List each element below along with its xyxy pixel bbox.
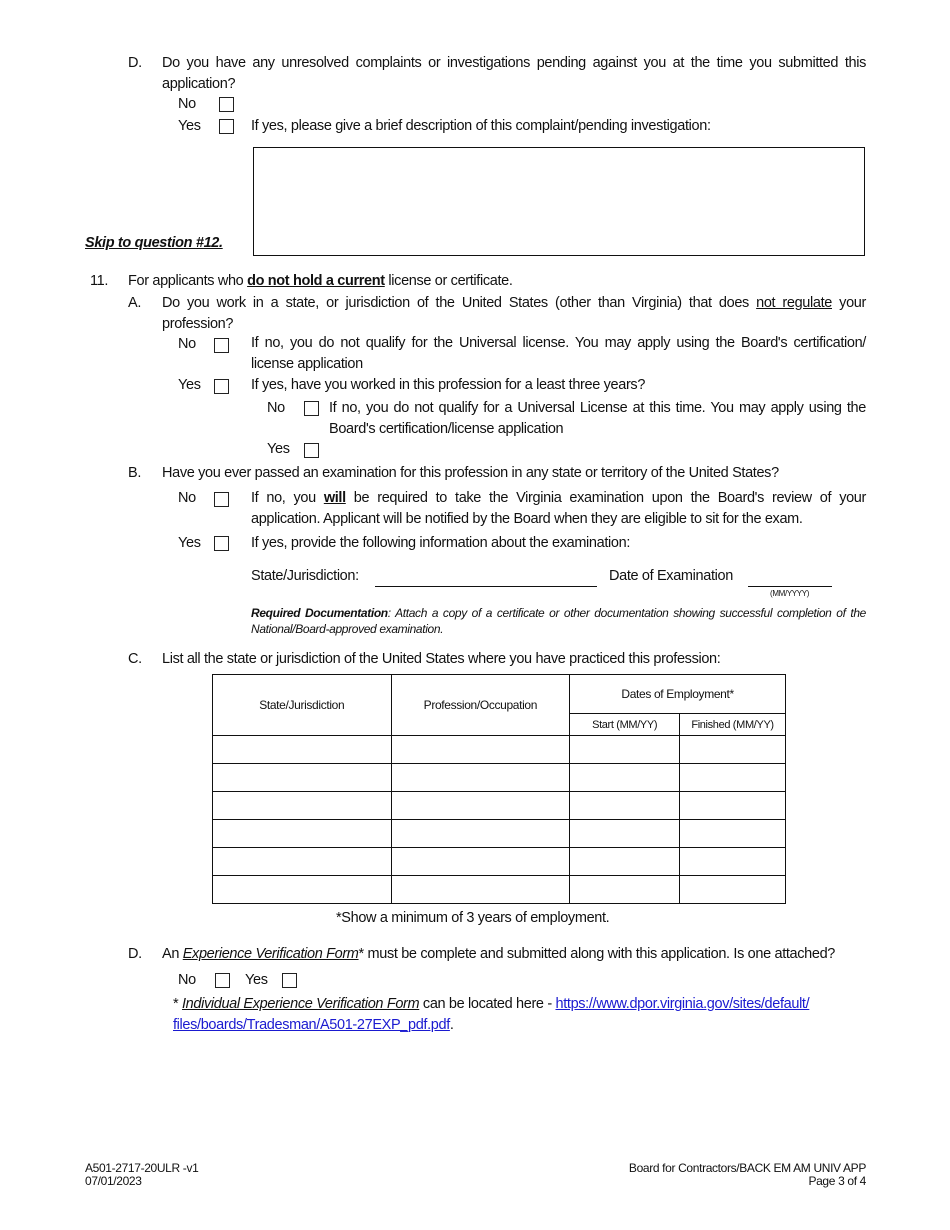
q11b-question: Have you ever passed an examination for this profession in any state or territory of the United States? bbox=[162, 465, 779, 481]
q11b-no-text: If no, you will be required to take the Virginia examination upon the Board's review of your application. Applicant will be notified by the Board when they are eligible to sit for the exam. bbox=[251, 490, 866, 527]
cell-state[interactable] bbox=[213, 764, 392, 792]
state-jurisdiction-label: State/Jurisdiction: bbox=[251, 568, 359, 584]
table-row bbox=[213, 848, 786, 876]
required-documentation: Required Documentation: Attach a copy of a certificate or other documentation showing successful completion of the National/Board-approved examination. bbox=[251, 606, 866, 636]
q11d-letter: D. bbox=[128, 946, 142, 962]
cell-finished[interactable] bbox=[680, 876, 786, 904]
q11d-question: An Experience Verification Form* must be complete and submitted along with this application. Is one attached? bbox=[162, 946, 836, 962]
exam-date-label: Date of Examination bbox=[609, 568, 733, 584]
cell-profession[interactable] bbox=[391, 876, 570, 904]
form-id: A501-2717-20ULR -v1 bbox=[85, 1161, 199, 1175]
cell-finished[interactable] bbox=[680, 820, 786, 848]
q11a-no-label: No bbox=[178, 336, 196, 352]
table-row bbox=[213, 876, 786, 904]
q10d-yes-checkbox[interactable] bbox=[219, 119, 234, 134]
cell-profession[interactable] bbox=[391, 736, 570, 764]
exam-date-hint: (MM/YYYY) bbox=[770, 589, 810, 598]
q10d-yes-label: Yes bbox=[178, 118, 201, 134]
q11d-yes-checkbox[interactable] bbox=[282, 973, 297, 988]
q11c-question: List all the state or jurisdiction of the United States where you have practiced this profession: bbox=[162, 651, 721, 667]
cell-profession[interactable] bbox=[391, 764, 570, 792]
table-row bbox=[213, 764, 786, 792]
q11a-sub-no-checkbox[interactable] bbox=[304, 401, 319, 416]
q11-intro: For applicants who do not hold a current license or certificate. bbox=[128, 273, 513, 289]
q11b-yes-label: Yes bbox=[178, 535, 201, 551]
q11a-no-checkbox[interactable] bbox=[214, 338, 229, 353]
table-row bbox=[213, 820, 786, 848]
employment-table bbox=[212, 674, 786, 904]
q10d-no-label: No bbox=[178, 96, 196, 112]
cell-start[interactable] bbox=[570, 876, 680, 904]
cell-finished[interactable] bbox=[680, 764, 786, 792]
header-start: Start (MM/YY) bbox=[570, 714, 680, 736]
cell-start[interactable] bbox=[570, 820, 680, 848]
q11a-sub-no-text: If no, you do not qualify for a Universal License at this time. You may apply using the Board's certification/license application bbox=[329, 400, 866, 437]
q11b-yes-text: If yes, provide the following information about the examination: bbox=[251, 535, 630, 551]
q10d-yes-prompt: If yes, please give a brief description of this complaint/pending investigation: bbox=[251, 118, 711, 134]
cell-profession[interactable] bbox=[391, 820, 570, 848]
q11b-no-checkbox[interactable] bbox=[214, 492, 229, 507]
q11b-letter: B. bbox=[128, 465, 141, 481]
q10d-no-checkbox[interactable] bbox=[219, 97, 234, 112]
cell-start[interactable] bbox=[570, 764, 680, 792]
q11d-yes-label: Yes bbox=[245, 972, 268, 988]
cell-finished[interactable] bbox=[680, 792, 786, 820]
header-finished: Finished (MM/YY) bbox=[680, 714, 786, 736]
cell-profession[interactable] bbox=[391, 848, 570, 876]
q11d-no-checkbox[interactable] bbox=[215, 973, 230, 988]
page-number: Page 3 of 4 bbox=[808, 1174, 866, 1188]
board-name: Board for Contractors/BACK EM AM UNIV APP bbox=[628, 1161, 866, 1175]
q11a-yes-text: If yes, have you worked in this profession for a least three years? bbox=[251, 377, 646, 393]
cell-state[interactable] bbox=[213, 820, 392, 848]
q11a-sub-no-label: No bbox=[267, 400, 285, 416]
cell-start[interactable] bbox=[570, 848, 680, 876]
verification-form-note: * Individual Experience Verification Form can be located here - https://www.dpor.virginia.gov/sites/default/ files/boards/Tradesman/A501-27EXP_pdf.pdf. bbox=[173, 996, 810, 1033]
q11a-yes-label: Yes bbox=[178, 377, 201, 393]
q11a-sub-yes-label: Yes bbox=[267, 441, 290, 457]
form-date: 07/01/2023 bbox=[85, 1174, 142, 1188]
q11a-yes-checkbox[interactable] bbox=[214, 379, 229, 394]
footer-right bbox=[629, 1162, 866, 1188]
table-row bbox=[213, 736, 786, 764]
complaint-description-textarea[interactable] bbox=[253, 147, 865, 256]
q11c-letter: C. bbox=[128, 651, 142, 667]
footer-left bbox=[85, 1162, 198, 1188]
cell-state[interactable] bbox=[213, 792, 392, 820]
q11b-no-label: No bbox=[178, 490, 196, 506]
employment-note: *Show a minimum of 3 years of employment. bbox=[336, 910, 610, 926]
q11a-question: Do you work in a state, or jurisdiction of the United States (other than Virginia) that does not regulate your profession? bbox=[162, 295, 866, 332]
cell-profession[interactable] bbox=[391, 792, 570, 820]
q10d-question: Do you have any unresolved complaints or investigations pending against you at the time you submitted this application? bbox=[162, 55, 866, 92]
q10d-letter: D. bbox=[128, 55, 142, 71]
verification-form-link[interactable]: https://www.dpor.virginia.gov/sites/default/ files/boards/Tradesman/A501-27EXP_pdf.pdf bbox=[173, 996, 810, 1033]
cell-state[interactable] bbox=[213, 736, 392, 764]
skip-instruction: Skip to question #12. bbox=[85, 235, 223, 251]
q11a-sub-yes-checkbox[interactable] bbox=[304, 443, 319, 458]
q11a-no-text: If no, you do not qualify for the Universal license. You may apply using the Board's certification/ license application bbox=[251, 335, 866, 372]
q11a-letter: A. bbox=[128, 295, 141, 311]
cell-finished[interactable] bbox=[680, 848, 786, 876]
header-dates: Dates of Employment* bbox=[570, 675, 786, 714]
header-state: State/Jurisdiction bbox=[213, 675, 392, 736]
state-jurisdiction-field[interactable] bbox=[375, 586, 597, 587]
cell-state[interactable] bbox=[213, 876, 392, 904]
cell-state[interactable] bbox=[213, 848, 392, 876]
cell-finished[interactable] bbox=[680, 736, 786, 764]
cell-start[interactable] bbox=[570, 736, 680, 764]
table-row bbox=[213, 792, 786, 820]
q11d-no-label: No bbox=[178, 972, 196, 988]
header-profession: Profession/Occupation bbox=[391, 675, 570, 736]
q11b-yes-checkbox[interactable] bbox=[214, 536, 229, 551]
q11-number: 11. bbox=[90, 273, 109, 289]
cell-start[interactable] bbox=[570, 792, 680, 820]
